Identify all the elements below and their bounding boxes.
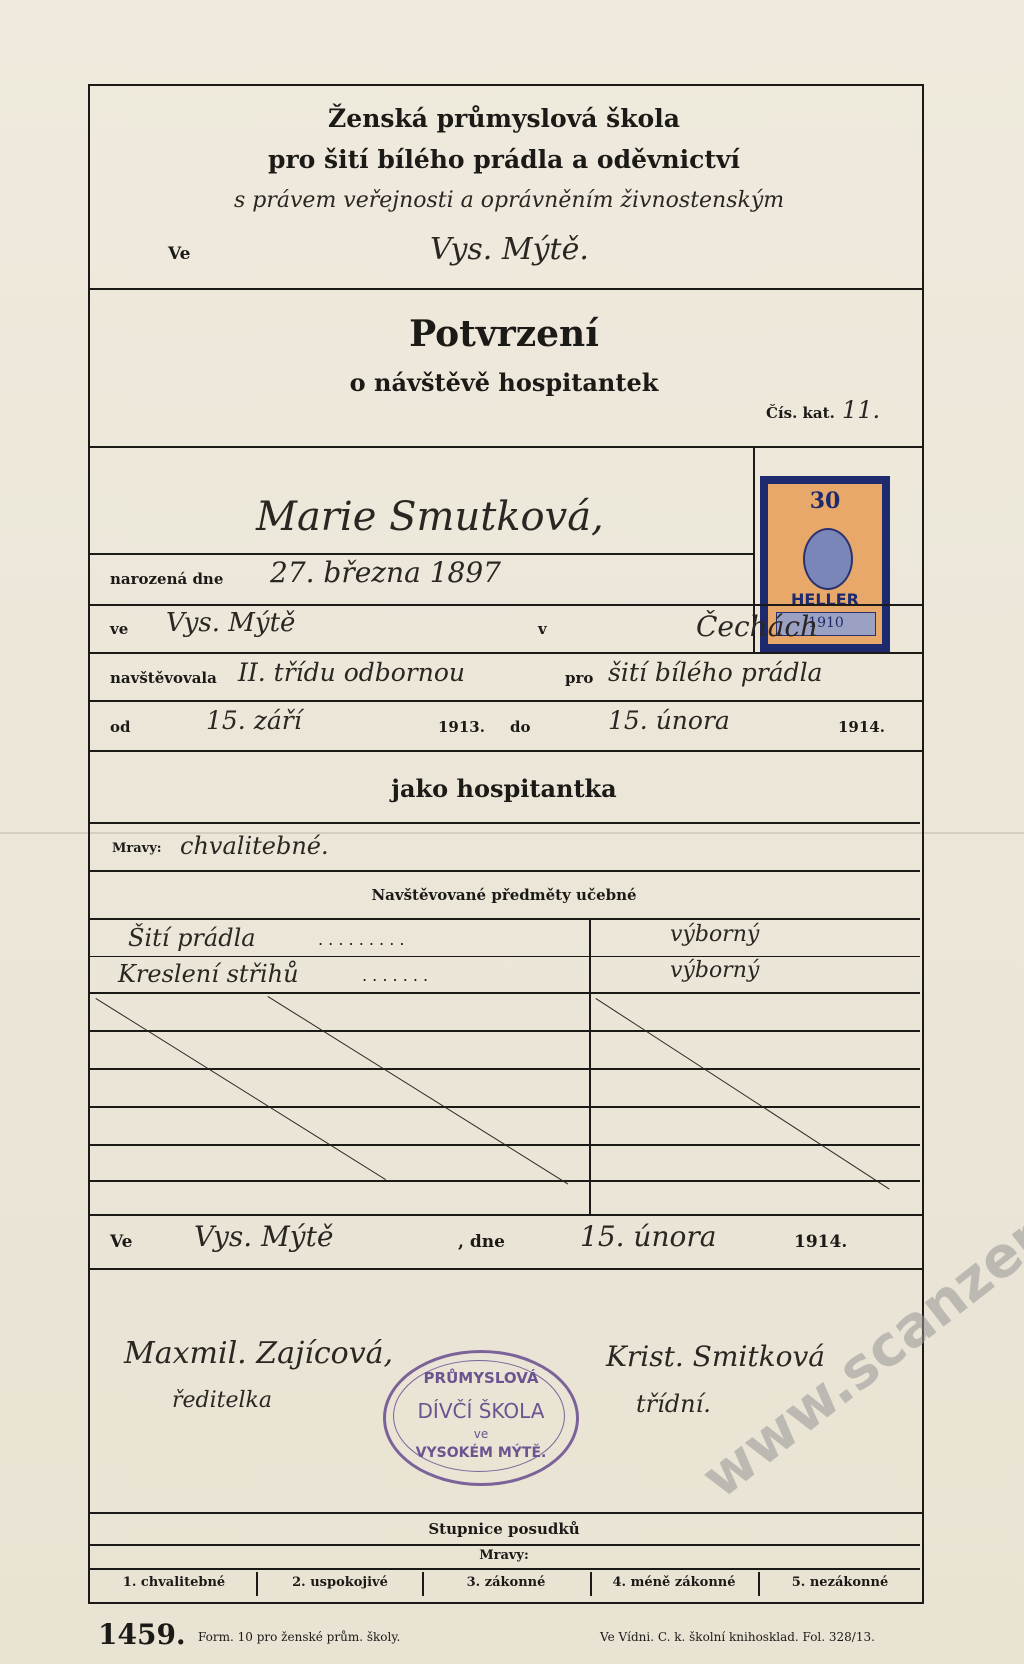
subjects-row-line: [90, 992, 920, 994]
form-number: 1459.: [98, 1618, 186, 1651]
document-subtitle: o návštěvě hospitantek: [349, 368, 659, 397]
end-date: 15. února: [608, 706, 730, 735]
ve-label: ve: [110, 620, 129, 638]
seal-top-text: PRŮMYSLOVÁ: [423, 1369, 539, 1387]
divider-birthplace: [88, 652, 922, 654]
scale-heading: Stupnice posudků: [428, 1520, 580, 1538]
form-description: Form. 10 pro ženské prům. školy.: [198, 1630, 401, 1644]
subject-1-name: Šití prádla: [128, 924, 256, 952]
subjects-row-line: [90, 1068, 920, 1070]
subject-2-name: Kreslení střihů: [118, 960, 299, 988]
signature-teacher-role: třídní.: [636, 1390, 711, 1418]
divider-attended: [88, 700, 922, 702]
publisher-line: Ve Vídni. C. k. školní knihosklad. Fol. 328/13.: [600, 1630, 875, 1644]
v-label: v: [538, 620, 547, 638]
birth-date: 27. března 1897: [270, 556, 501, 589]
subject-1-grade: výborný: [670, 922, 760, 947]
subjects-row-line: [90, 1030, 920, 1032]
student-name: Marie Smutková,: [256, 494, 604, 540]
issued-place: Vys. Mýtě: [194, 1220, 334, 1253]
divider-header: [88, 288, 922, 290]
seal-middle-text: DÍVČÍ ŠKOLA: [417, 1399, 545, 1423]
do-label: do: [510, 718, 531, 736]
school-town: Vys. Mýtě.: [430, 232, 589, 267]
subjects-heading: Navštěvované předměty učebné: [371, 886, 637, 904]
conduct-value: chvalitebné.: [180, 832, 329, 860]
school-seal: [383, 1350, 579, 1486]
issued-year: 1914.: [794, 1232, 848, 1252]
subjects-column-divider: [589, 918, 591, 1214]
ve-label-header: Ve: [168, 244, 191, 264]
scale-item-1: 1. chvalitebné: [122, 1575, 226, 1590]
subject-2-grade: výborný: [670, 958, 760, 983]
catalog-number: 11.: [842, 396, 881, 424]
school-name-line2: pro šití bílého prádla a oděvnictví: [268, 145, 740, 174]
scale-item-3: 3. zákonné: [466, 1575, 546, 1590]
subjects-row-line: [90, 1106, 920, 1108]
portrait-icon: [803, 528, 853, 590]
stamp-value: 30: [809, 488, 841, 514]
subjects-row-line: [90, 956, 920, 957]
document-title: Potvrzení: [409, 313, 599, 355]
pro-label: pro: [565, 669, 594, 687]
scale-item-4: 4. méně zákonné: [612, 1575, 736, 1590]
start-date: 15. září: [206, 706, 302, 735]
divider-dates: [88, 750, 922, 752]
divider-scale-heading: [90, 1544, 920, 1546]
divider-scale-mravy: [90, 1568, 920, 1570]
seal-bottom-text: VYSOKÉM MÝTĚ.: [415, 1445, 547, 1461]
subjects-row-line: [90, 1180, 920, 1182]
issued-date: 15. února: [580, 1220, 717, 1253]
scale-mravy-label: Mravy:: [479, 1548, 529, 1563]
subject-1-dots: . . . . . . . . .: [318, 930, 405, 949]
issued-ve-label: Ve: [110, 1232, 133, 1252]
attended-label: navštěvovala: [110, 669, 217, 687]
birthplace: Vys. Mýtě: [166, 608, 296, 638]
born-label: narozená dne: [110, 570, 224, 588]
school-name-line1: Ženská průmyslová škola: [328, 104, 680, 133]
divider-title: [88, 446, 922, 448]
country: Čechách: [696, 610, 819, 643]
issued-dne-label: , dne: [458, 1232, 505, 1252]
divider-born: [88, 604, 922, 606]
divider-subjects-end: [88, 1214, 922, 1216]
catalog-label: Čís. kat.: [766, 404, 835, 422]
divider-role: [90, 822, 920, 824]
end-year: 1914.: [838, 718, 885, 736]
divider-conduct: [90, 870, 920, 872]
signature-teacher: Krist. Smitková: [606, 1340, 825, 1373]
start-year: 1913.: [438, 718, 485, 736]
divider-subjects-heading: [90, 918, 920, 920]
signature-director-role: ředitelka: [172, 1388, 272, 1413]
divider-name: [88, 553, 754, 555]
attended-class: II. třídu odbornou: [238, 658, 466, 687]
divider-scale-top: [88, 1512, 922, 1514]
od-label: od: [110, 718, 131, 736]
role-heading: jako hospitantka: [391, 774, 617, 803]
stamp-unit: HELLER: [791, 590, 859, 609]
scale-item-2: 2. uspokojivé: [292, 1575, 388, 1590]
seal-ve-text: ve: [473, 1427, 489, 1441]
course-subject: šití bílého prádla: [608, 658, 823, 687]
stamp-year: 1910: [808, 615, 844, 631]
subject-2-dots: . . . . . . .: [362, 966, 429, 985]
signature-director: Maxmil. Zajícová,: [124, 1336, 394, 1371]
scale-item-5: 5. nezákonné: [791, 1575, 889, 1590]
divider-issued: [88, 1268, 922, 1270]
conduct-label: Mravy:: [112, 841, 162, 856]
school-rights-line: s právem veřejnosti a oprávněním živnostenským: [234, 188, 785, 213]
